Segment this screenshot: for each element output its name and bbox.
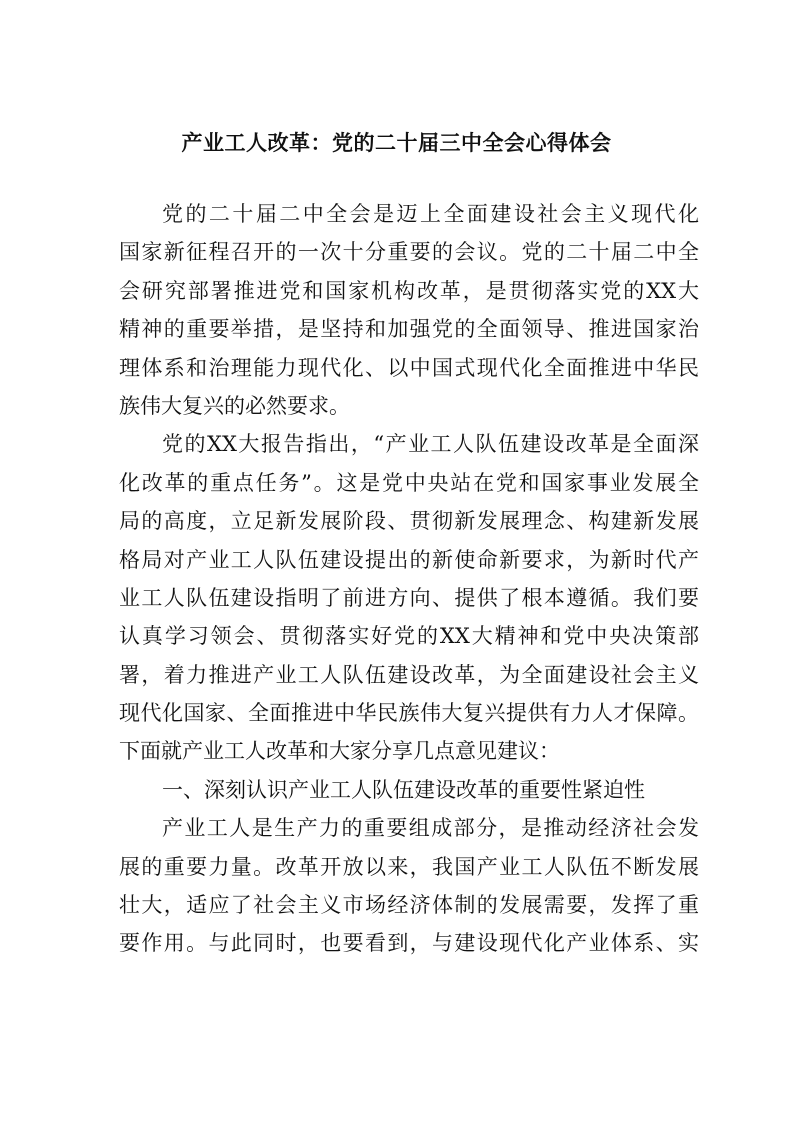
paragraph-line: 现代化国家、全面推进中华民族伟大复兴提供有力人才保障。: [119, 701, 699, 726]
paragraph-line: 要作用。与此同时，也要看到，与建设现代化产业体系、实: [119, 931, 699, 956]
paragraph-line: 展的重要力量。改革开放以来，我国产业工人队伍不断发展: [119, 854, 699, 879]
paragraph-line: 局的高度，立足新发展阶段、贯彻新发展理念、构建新发展: [119, 509, 699, 534]
paragraph-line: 精神的重要举措，是坚持和加强党的全面领导、推进国家治: [119, 317, 699, 342]
paragraph-line: 会研究部署推进党和国家机构改革，是贯彻落实党的XX大: [119, 278, 699, 303]
paragraph-line: 认真学习领会、贯彻落实好党的XX大精神和党中央决策部: [119, 624, 699, 649]
paragraph-line: 格局对产业工人队伍建设提出的新使命新要求，为新时代产: [119, 547, 699, 572]
paragraph-line: 下面就产业工人改革和大家分享几点意见建议：: [119, 739, 560, 764]
paragraph-line: 化改革的重点任务”。这是党中央站在党和国家事业发展全: [119, 470, 699, 495]
document-title: 产业工人改革：党的二十届三中全会心得体会: [181, 131, 612, 155]
paragraph-line: 署，着力推进产业工人队伍建设改革，为全面建设社会主义: [119, 662, 699, 687]
paragraph-line: 党的二十届二中全会是迈上全面建设社会主义现代化: [162, 202, 699, 226]
paragraph-line: 理体系和治理能力现代化、以中国式现代化全面推进中华民: [119, 355, 699, 380]
paragraph-line: 国家新征程召开的一次十分重要的会议。党的二十届二中全: [119, 240, 699, 265]
paragraph-line: 壮大，适应了社会主义市场经济体制的发展需要，发挥了重: [119, 893, 699, 918]
section-heading: 一、深刻认识产业工人队伍建设改革的重要性紧迫性: [162, 777, 645, 802]
paragraph-line: 产业工人是生产力的重要组成部分，是推动经济社会发: [162, 816, 699, 841]
paragraph-line: 业工人队伍建设指明了前进方向、提供了根本遵循。我们要: [119, 585, 699, 610]
paragraph-line: 党的XX大报告指出，“产业工人队伍建设改革是全面深: [162, 432, 699, 457]
document-body: [119, 195, 699, 963]
paragraph-line: 族伟大复兴的必然要求。: [119, 393, 350, 418]
